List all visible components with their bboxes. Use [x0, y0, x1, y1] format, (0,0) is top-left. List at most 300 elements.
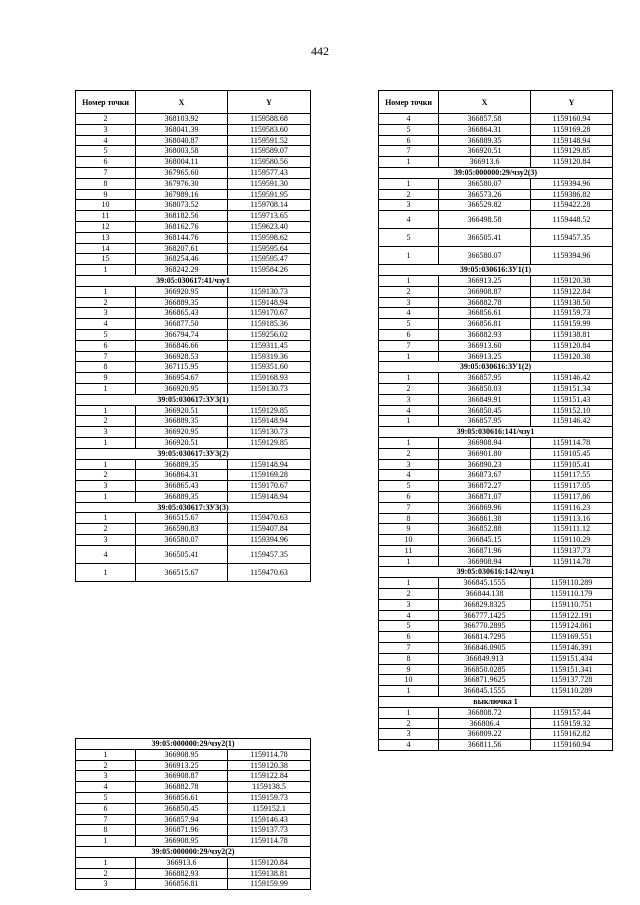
point-number-cell: 11	[76, 211, 136, 222]
point-number-cell: 1	[76, 836, 136, 847]
table-row	[379, 459, 613, 470]
y-coordinate-cell: 1159146.391	[531, 643, 613, 654]
point-number-cell: 3	[379, 729, 439, 740]
table-row	[76, 373, 311, 384]
table-row	[76, 340, 311, 351]
point-number-cell: 12	[76, 221, 136, 232]
x-coordinate-cell: 368182.56	[136, 211, 228, 222]
point-number-cell: 4	[76, 782, 136, 793]
section-title: 39:05:030617:ЗУ3(3)	[76, 502, 311, 513]
y-coordinate-cell: 1159122.84	[228, 771, 311, 782]
table-row	[76, 308, 311, 319]
point-number-cell: 3	[76, 427, 136, 438]
table-row	[76, 232, 311, 243]
table-row	[76, 437, 311, 448]
y-coordinate-cell: 1159470.63	[228, 513, 311, 524]
table-row	[76, 524, 311, 535]
point-number-cell: 9	[379, 524, 439, 535]
point-number-cell: 6	[76, 157, 136, 168]
table-row	[379, 589, 613, 600]
section-title: 39:05:030617:ЗУ3(2)	[76, 448, 311, 459]
y-coordinate-cell: 1159256.02	[228, 329, 311, 340]
x-coordinate-cell: 368162.76	[136, 221, 228, 232]
point-number-cell: 8	[76, 362, 136, 373]
point-number-cell: 1	[379, 275, 439, 286]
point-number-cell: 6	[76, 803, 136, 814]
point-number-cell: 1	[76, 383, 136, 394]
x-coordinate-cell: 366857.58	[439, 114, 531, 125]
y-coordinate-cell: 1159148.94	[228, 416, 311, 427]
table-row	[76, 178, 311, 189]
y-coordinate-cell: 1159151.43	[531, 394, 613, 405]
point-number-cell: 1	[76, 491, 136, 502]
point-number-cell: 8	[76, 178, 136, 189]
y-coordinate-cell: 1159105.41	[531, 459, 613, 470]
x-coordinate-cell: 366849.913	[439, 653, 531, 664]
y-coordinate-cell: 1159146.42	[531, 416, 613, 427]
x-coordinate-cell: 366920.51	[136, 405, 228, 416]
y-coordinate-cell: 1159152.10	[531, 405, 613, 416]
x-coordinate-cell: 367976.30	[136, 178, 228, 189]
y-coordinate-cell: 1159120.38	[531, 275, 613, 286]
y-coordinate-cell: 1159146.42	[531, 373, 613, 384]
table-row	[76, 470, 311, 481]
y-coordinate-cell: 1159148.94	[228, 491, 311, 502]
point-number-cell: 2	[76, 868, 136, 879]
y-coordinate-cell: 1159394.96	[228, 535, 311, 546]
table-row	[76, 319, 311, 330]
x-coordinate-cell: 366873.67	[439, 470, 531, 481]
section-row	[379, 265, 613, 276]
y-coordinate-cell: 1159114.78	[531, 437, 613, 448]
table-row	[379, 545, 613, 556]
table-row	[379, 135, 613, 146]
section-title: 39:05:030616:141/чзу1	[379, 427, 613, 438]
x-coordinate-cell: 368144.76	[136, 232, 228, 243]
table-row	[76, 329, 311, 340]
table-row	[76, 221, 311, 232]
point-number-cell: 4	[379, 610, 439, 621]
point-number-cell: 4	[76, 545, 136, 563]
x-coordinate-cell: 366845.1555	[439, 686, 531, 697]
x-coordinate-cell: 366861.38	[439, 513, 531, 524]
point-number-cell: 8	[379, 653, 439, 664]
section-row	[379, 427, 613, 438]
x-coordinate-cell: 366846.66	[136, 340, 228, 351]
y-coordinate-cell: 1159110.29	[531, 535, 613, 546]
x-coordinate-cell: 366889.35	[439, 135, 531, 146]
table-row	[379, 383, 613, 394]
x-coordinate-cell: 366889.35	[136, 491, 228, 502]
point-number-cell: 3	[379, 459, 439, 470]
x-coordinate-cell: 366882.78	[439, 297, 531, 308]
x-coordinate-cell: 366913.6	[439, 157, 531, 168]
y-coordinate-cell: 1159595.64	[228, 243, 311, 254]
table-row	[379, 308, 613, 319]
point-number-cell: 5	[379, 124, 439, 135]
table-row	[379, 470, 613, 481]
x-coordinate-cell: 366920.95	[136, 427, 228, 438]
table-row	[76, 545, 311, 563]
x-coordinate-cell: 366529.82	[439, 200, 531, 211]
point-number-cell: 2	[379, 383, 439, 394]
y-coordinate-cell: 1159160.94	[531, 114, 613, 125]
y-coordinate-cell: 1159584.26	[228, 265, 311, 276]
point-number-cell: 1	[379, 416, 439, 427]
x-coordinate-cell: 366845.15	[439, 535, 531, 546]
point-number-cell: 2	[379, 448, 439, 459]
y-coordinate-cell: 1159159.73	[228, 792, 311, 803]
point-number-cell: 10	[379, 535, 439, 546]
point-number-cell: 3	[379, 297, 439, 308]
table-row	[76, 481, 311, 492]
point-number-cell: 6	[379, 632, 439, 643]
x-coordinate-cell: 366908.94	[439, 556, 531, 567]
point-number-cell: 14	[76, 243, 136, 254]
point-number-cell: 8	[76, 825, 136, 836]
table-row	[379, 211, 613, 229]
point-number-cell: 3	[76, 308, 136, 319]
section-row	[76, 739, 311, 750]
table-row	[76, 362, 311, 373]
y-coordinate-cell: 1159117.55	[531, 470, 613, 481]
x-coordinate-cell: 366954.67	[136, 373, 228, 384]
point-number-cell: 3	[76, 535, 136, 546]
x-coordinate-cell: 366882.78	[136, 782, 228, 793]
y-coordinate-cell: 1159120.84	[228, 857, 311, 868]
section-title: 39:05:000000:29/чзу2(1)	[76, 739, 311, 750]
point-number-cell: 2	[379, 589, 439, 600]
x-coordinate-cell: 366871.9625	[439, 675, 531, 686]
y-coordinate-cell: 1159130.73	[228, 383, 311, 394]
point-number-cell: 1	[379, 178, 439, 189]
point-number-cell: 5	[76, 329, 136, 340]
table-row	[76, 124, 311, 135]
x-coordinate-cell: 366505.41	[439, 229, 531, 247]
point-number-cell: 2	[76, 416, 136, 427]
header-x: X	[439, 91, 531, 114]
y-coordinate-cell: 1159588.68	[228, 114, 311, 125]
table-row	[76, 760, 311, 771]
table-row	[379, 502, 613, 513]
y-coordinate-cell: 1159151.341	[531, 664, 613, 675]
x-coordinate-cell: 366871.96	[136, 825, 228, 836]
table-row	[379, 524, 613, 535]
x-coordinate-cell: 366850.03	[439, 383, 531, 394]
point-number-cell: 1	[76, 459, 136, 470]
section-row	[76, 502, 311, 513]
y-coordinate-cell: 1159120.84	[531, 340, 613, 351]
point-number-cell: 2	[76, 114, 136, 125]
x-coordinate-cell: 366928.53	[136, 351, 228, 362]
table-row	[76, 491, 311, 502]
x-coordinate-cell: 366877.50	[136, 319, 228, 330]
y-coordinate-cell: 1159159.99	[531, 319, 613, 330]
x-coordinate-cell: 366908.87	[439, 286, 531, 297]
table-row	[379, 157, 613, 168]
y-coordinate-cell: 1159105.45	[531, 448, 613, 459]
y-coordinate-cell: 1159394.96	[531, 178, 613, 189]
table-row	[379, 686, 613, 697]
point-number-cell: 6	[379, 329, 439, 340]
section-title: 39:05:030616:142/чзу1	[379, 567, 613, 578]
x-coordinate-cell: 366844.138	[439, 589, 531, 600]
point-number-cell: 5	[379, 229, 439, 247]
page-number: 442	[311, 44, 329, 58]
x-coordinate-cell: 366806.4	[439, 718, 531, 729]
header-y: Y	[531, 91, 613, 114]
section-row	[76, 448, 311, 459]
point-number-cell: 3	[76, 771, 136, 782]
x-coordinate-cell: 366505.41	[136, 545, 228, 563]
y-coordinate-cell: 1159386.82	[531, 189, 613, 200]
table-row	[76, 200, 311, 211]
table-row	[76, 803, 311, 814]
point-number-cell: 10	[379, 675, 439, 686]
point-number-cell: 1	[379, 578, 439, 589]
x-coordinate-cell: 366856.61	[136, 792, 228, 803]
section-title: 39:05:030617:41/чзу1	[76, 275, 311, 286]
x-coordinate-cell: 367965.60	[136, 167, 228, 178]
x-coordinate-cell: 366850.45	[136, 803, 228, 814]
y-coordinate-cell: 1159319.36	[228, 351, 311, 362]
y-coordinate-cell: 1159148.94	[228, 297, 311, 308]
table-row	[379, 491, 613, 502]
y-coordinate-cell: 1159170.67	[228, 308, 311, 319]
x-coordinate-cell: 366794.74	[136, 329, 228, 340]
point-number-cell: 13	[76, 232, 136, 243]
section-title: 39:05:030616:ЗУ1(1)	[379, 265, 613, 276]
table-row	[76, 416, 311, 427]
x-coordinate-cell: 366890.23	[439, 459, 531, 470]
x-coordinate-cell: 366515.67	[136, 513, 228, 524]
table-row	[379, 394, 613, 405]
table-row	[76, 771, 311, 782]
section-row	[76, 275, 311, 286]
x-coordinate-cell: 368004.11	[136, 157, 228, 168]
point-number-cell: 3	[76, 124, 136, 135]
x-coordinate-cell: 366852.88	[439, 524, 531, 535]
table-row	[76, 563, 311, 581]
y-coordinate-cell: 1159137.728	[531, 675, 613, 686]
y-coordinate-cell: 1159185.36	[228, 319, 311, 330]
table-row	[379, 247, 613, 265]
point-number-cell: 7	[379, 146, 439, 157]
table-row	[379, 610, 613, 621]
point-number-cell: 4	[379, 114, 439, 125]
point-number-cell: 7	[76, 351, 136, 362]
y-coordinate-cell: 1159160.94	[531, 740, 613, 751]
section-row	[379, 167, 613, 178]
table-row	[379, 653, 613, 664]
x-coordinate-cell: 366865.43	[136, 481, 228, 492]
point-number-cell: 7	[379, 643, 439, 654]
y-coordinate-cell: 1159129.85	[228, 437, 311, 448]
point-number-cell: 10	[76, 200, 136, 211]
y-coordinate-cell: 1159137.73	[228, 825, 311, 836]
table-row	[379, 189, 613, 200]
point-number-cell: 4	[379, 740, 439, 751]
table-row	[379, 481, 613, 492]
x-coordinate-cell: 366871.96	[439, 545, 531, 556]
point-number-cell: 1	[76, 286, 136, 297]
table-row	[76, 825, 311, 836]
y-coordinate-cell: 1159110.751	[531, 599, 613, 610]
table-row	[379, 416, 613, 427]
x-coordinate-cell: 366498.58	[439, 211, 531, 229]
y-coordinate-cell: 1159110.289	[531, 686, 613, 697]
table-row	[76, 427, 311, 438]
table-row	[76, 836, 311, 847]
point-number-cell: 1	[379, 373, 439, 384]
y-coordinate-cell: 1159148.94	[228, 459, 311, 470]
point-number-cell: 15	[76, 254, 136, 265]
table-row	[76, 868, 311, 879]
y-coordinate-cell: 1159159.73	[531, 308, 613, 319]
point-number-cell: 1	[379, 437, 439, 448]
table-row	[76, 749, 311, 760]
x-coordinate-cell: 366580.07	[439, 178, 531, 189]
y-coordinate-cell: 1159170.67	[228, 481, 311, 492]
table-row	[379, 405, 613, 416]
x-coordinate-cell: 366580.07	[439, 247, 531, 265]
x-coordinate-cell: 366920.95	[136, 286, 228, 297]
y-coordinate-cell: 1159129.85	[531, 146, 613, 157]
table-row	[76, 189, 311, 200]
table-row	[76, 879, 311, 890]
point-number-cell: 4	[379, 405, 439, 416]
y-coordinate-cell: 1159110.289	[531, 578, 613, 589]
y-coordinate-cell: 1159120.38	[531, 351, 613, 362]
point-number-cell: 1	[76, 437, 136, 448]
x-coordinate-cell: 366889.35	[136, 459, 228, 470]
point-number-cell: 1	[379, 247, 439, 265]
y-coordinate-cell: 1159124.061	[531, 621, 613, 632]
point-number-cell: 7	[76, 814, 136, 825]
point-number-cell: 1	[76, 749, 136, 760]
x-coordinate-cell: 366889.35	[136, 297, 228, 308]
y-coordinate-cell: 1159169.28	[531, 124, 613, 135]
x-coordinate-cell: 366913.25	[439, 275, 531, 286]
section-row	[76, 394, 311, 405]
x-coordinate-cell: 366882.93	[136, 868, 228, 879]
x-coordinate-cell: 366882.93	[439, 329, 531, 340]
x-coordinate-cell: 366573.26	[439, 189, 531, 200]
y-coordinate-cell: 1159169.28	[228, 470, 311, 481]
y-coordinate-cell: 1159122.84	[531, 286, 613, 297]
y-coordinate-cell: 1159598.62	[228, 232, 311, 243]
table-header-row	[76, 91, 311, 114]
point-number-cell: 1	[379, 556, 439, 567]
table-row	[379, 729, 613, 740]
y-coordinate-cell: 1159407.84	[228, 524, 311, 535]
y-coordinate-cell: 1159117.05	[531, 481, 613, 492]
x-coordinate-cell: 366846.0905	[439, 643, 531, 654]
y-coordinate-cell: 1159138.81	[531, 329, 613, 340]
y-coordinate-cell: 1159117.86	[531, 491, 613, 502]
point-number-cell: 3	[379, 394, 439, 405]
x-coordinate-cell: 366856.81	[439, 319, 531, 330]
y-coordinate-cell: 1159591.30	[228, 178, 311, 189]
y-coordinate-cell: 1159159.32	[531, 718, 613, 729]
y-coordinate-cell: 1159351.60	[228, 362, 311, 373]
y-coordinate-cell: 1159130.73	[228, 427, 311, 438]
table-row	[76, 167, 311, 178]
point-number-cell: 1	[379, 686, 439, 697]
table-row	[379, 621, 613, 632]
point-number-cell: 4	[76, 135, 136, 146]
x-coordinate-cell: 366811.56	[439, 740, 531, 751]
x-coordinate-cell: 366908.87	[136, 771, 228, 782]
y-coordinate-cell: 1159114.78	[228, 749, 311, 760]
x-coordinate-cell: 366908.95	[136, 836, 228, 847]
y-coordinate-cell: 1159589.07	[228, 146, 311, 157]
point-number-cell: 2	[76, 760, 136, 771]
point-number-cell: 1	[76, 265, 136, 276]
y-coordinate-cell: 1159311.45	[228, 340, 311, 351]
table-row	[76, 782, 311, 793]
table-row	[76, 146, 311, 157]
point-number-cell: 1	[379, 707, 439, 718]
y-coordinate-cell: 1159595.47	[228, 254, 311, 265]
y-coordinate-cell: 1159157.44	[531, 707, 613, 718]
y-coordinate-cell: 1159120.84	[531, 157, 613, 168]
y-coordinate-cell: 1159448.52	[531, 211, 613, 229]
point-number-cell: 5	[76, 146, 136, 157]
y-coordinate-cell: 1159138.81	[228, 868, 311, 879]
table-row	[379, 178, 613, 189]
x-coordinate-cell: 366829.8325	[439, 599, 531, 610]
table-row	[379, 599, 613, 610]
header-y: Y	[228, 91, 311, 114]
x-coordinate-cell: 368207.61	[136, 243, 228, 254]
table-row	[379, 535, 613, 546]
table-row	[379, 556, 613, 567]
x-coordinate-cell: 368040.87	[136, 135, 228, 146]
x-coordinate-cell: 366845.1555	[439, 578, 531, 589]
table-row	[76, 513, 311, 524]
point-number-cell: 5	[379, 621, 439, 632]
table-row	[379, 229, 613, 247]
x-coordinate-cell: 367989.16	[136, 189, 228, 200]
x-coordinate-cell: 366850.0285	[439, 664, 531, 675]
coordinates-table-left	[75, 90, 311, 582]
table-row	[379, 632, 613, 643]
point-number-cell: 1	[76, 405, 136, 416]
x-coordinate-cell: 366864.31	[136, 470, 228, 481]
table-row	[76, 114, 311, 125]
y-coordinate-cell: 1159129.85	[228, 405, 311, 416]
table-row	[76, 286, 311, 297]
x-coordinate-cell: 368242.29	[136, 265, 228, 276]
table-row	[76, 254, 311, 265]
table-row	[76, 857, 311, 868]
y-coordinate-cell: 1159130.73	[228, 286, 311, 297]
x-coordinate-cell: 366869.96	[439, 502, 531, 513]
point-number-cell: 11	[379, 545, 439, 556]
point-number-cell: 6	[76, 340, 136, 351]
section-title: 39:05:030617:ЗУ3(1)	[76, 394, 311, 405]
table-row	[76, 211, 311, 222]
point-number-cell: 2	[76, 470, 136, 481]
x-coordinate-cell: 366849.91	[439, 394, 531, 405]
table-row	[379, 351, 613, 362]
y-coordinate-cell: 1159168.93	[228, 373, 311, 384]
section-title: выключка 1	[379, 697, 613, 708]
y-coordinate-cell: 1159148.94	[531, 135, 613, 146]
table-row	[379, 675, 613, 686]
y-coordinate-cell: 1159457.35	[228, 545, 311, 563]
